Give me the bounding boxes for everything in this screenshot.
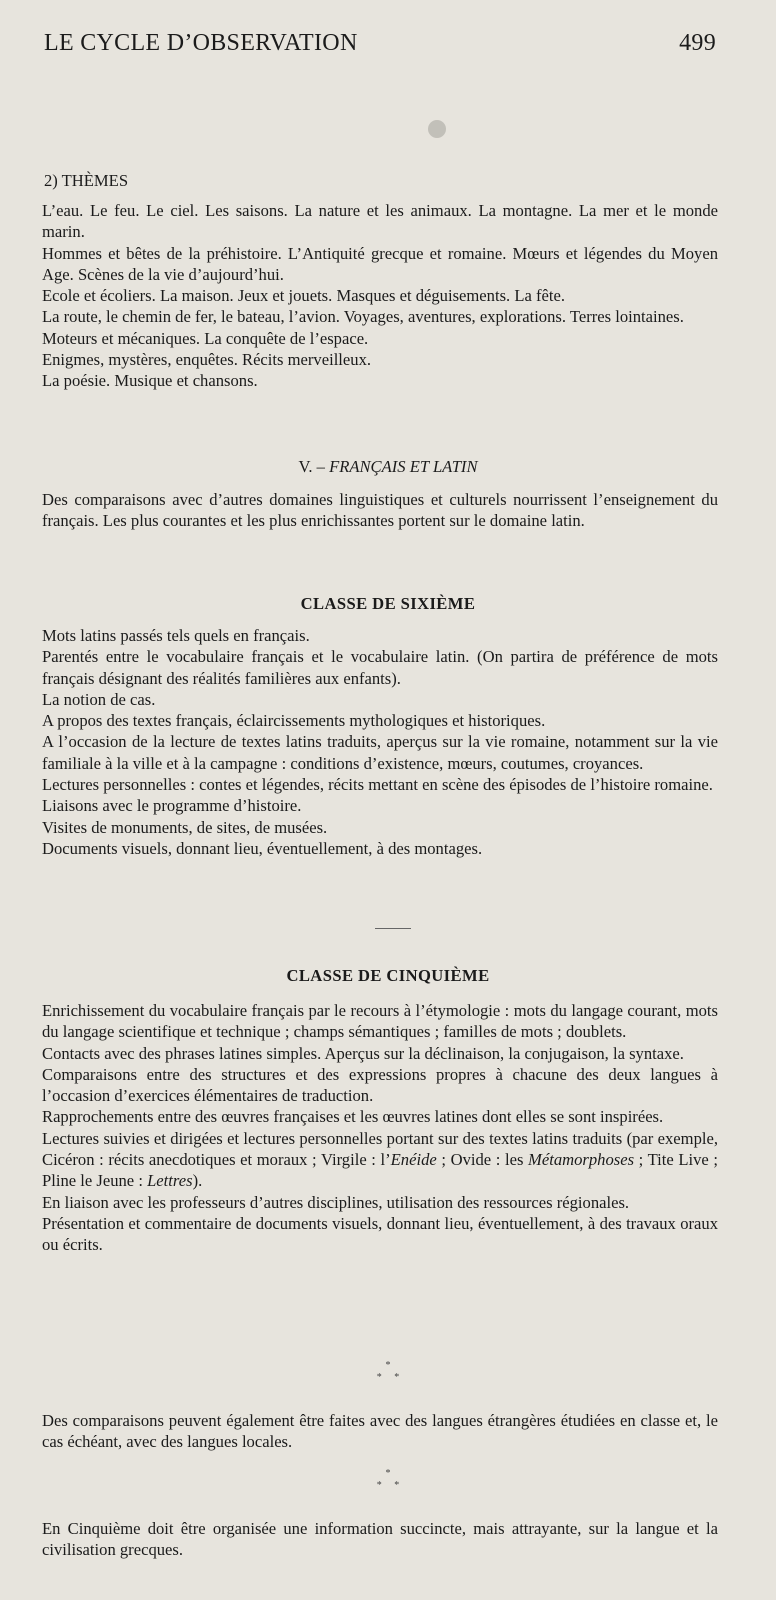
asterism-star: * [394,1372,400,1383]
lectures-text: ; Ovide : les [436,1150,529,1170]
theme-line: Hommes et bêtes de la préhistoire. L’Antiquité grecque et romaine. Mœurs et légendes du Moyen Age. Scènes de la vie d’aujourd’hui. [42,243,718,284]
section-intro [42,489,718,532]
themes-heading: 2) THÈMES [44,171,129,190]
lectures-text: ). [192,1171,203,1191]
section-name: FRANÇAIS ET LATIN [329,457,478,476]
asterism-row [0,1480,776,1492]
sixieme-line: Parentés entre le vocabulaire français et le vocabulaire latin. (On partira de préférence de mots français désignant des réalités familières aux enfants). [42,647,718,688]
page-number: 499 [679,30,716,56]
cinquieme-line-lectures [42,1128,718,1192]
work-title: Enéide [390,1150,437,1170]
sixieme-line: A l’occasion de la lecture de textes latins traduits, aperçus sur la vie romaine, notamment sur la vie familiale à la ville et à la campagne : conditions d’existence, mœurs, coutumes, croyances. [42,732,718,773]
asterism-star: * [394,1480,400,1491]
running-title: LE CYCLE D’OBSERVATION [44,30,358,56]
comparaisons-paragraph [42,1410,718,1453]
sixieme-line: Visites de monuments, de sites, de musées. [42,817,328,837]
asterism-separator [0,1360,776,1384]
theme-line: L’eau. Le feu. Le ciel. Les saisons. La nature et les animaux. La montagne. La mer et le monde marin. [42,201,718,242]
sixieme-list [42,625,718,859]
cinquieme-list [42,1000,718,1256]
intro-paragraph: Des comparaisons avec d’autres domaines linguistiques et culturels nourrissent l’enseignement du français. Les plus courantes et les plus enrichissantes portent sur le domaine latin. [42,490,718,531]
sixieme-line: Documents visuels, donnant lieu, éventuellement, à des montages. [42,838,483,858]
theme-line: La route, le chemin de fer, le bateau, l’avion. Voyages, aventures, explorations. Terres lointaines. [42,307,684,327]
grec-text: En Cinquième doit être organisée une information succincte, mais attrayante, sur la langue et la civilisation grecques. [42,1519,718,1560]
cinquieme-title: CLASSE DE CINQUIÈME [286,966,490,985]
theme-line: Enigmes, mystères, enquêtes. Récits merveilleux. [42,350,372,370]
sixieme-line: Mots latins passés tels quels en français. [42,626,310,645]
cinquieme-line: En liaison avec les professeurs d’autres disciplines, utilisation des ressources régionales. [42,1192,630,1212]
comparaisons-text: Des comparaisons peuvent également être faites avec des langues étrangères étudiées en classe et, le cas échéant, avec des langues locales. [42,1411,718,1452]
themes-list [42,200,718,392]
theme-line: La poésie. Musique et chansons. [42,371,258,391]
asterism-separator [0,1468,776,1492]
running-header [44,30,716,64]
theme-line: Moteurs et mécaniques. La conquête de l’espace. [42,328,369,348]
lectures-text: Lectures suivies et dirigées et lectures personnelles portant sur des textes latins traduits (par exemple, Cicéron : récits anecdotiques et moraux ; Virgile : l’ [42,1128,718,1170]
sixieme-line: A propos des textes français, éclaircissements mythologiques et historiques. [42,711,546,731]
work-title: Métamorphoses [528,1150,635,1170]
sixieme-title: CLASSE DE SIXIÈME [300,594,476,613]
sixieme-line: Liaisons avec le programme d’histoire. [42,796,302,816]
section-number: V. – [298,457,325,476]
cinquieme-line: Enrichissement du vocabulaire français par le recours à l’étymologie : mots du langage courant, mots du langage scientifique et technique ; champs sémantiques ; familles de mots ; doublets. [42,1001,718,1042]
asterism-star: * [385,1360,391,1371]
grec-paragraph [42,1518,718,1561]
cinquieme-line: Comparaisons entre des structures et des expressions propres à chacune des deux langues à l’occasion d’exercices élémentaires de traduction. [42,1064,718,1106]
cinquieme-line: Rapprochements entre des œuvres françaises et les œuvres latines dont elles se sont inspirées. [42,1107,664,1127]
section-title [0,457,776,477]
theme-line: Ecole et écoliers. La maison. Jeux et jouets. Masques et déguisements. La fête. [42,286,565,306]
work-title: Lettres [147,1171,193,1191]
separator-rule [375,928,411,929]
ink-spot [428,120,446,138]
asterism-row [0,1372,776,1384]
asterism-star: * [376,1372,382,1383]
lectures-text: ; Tite Live ; Pline le Jeune : [42,1150,718,1191]
cinquieme-line: Présentation et commentaire de documents visuels, donnant lieu, éventuellement, à des travaux oraux ou écrits. [42,1213,718,1255]
sixieme-line: Lectures personnelles : contes et légendes, récits mettant en scène des épisodes de l’histoire romaine. [42,775,713,795]
asterism-star: * [376,1480,382,1491]
cinquieme-line: Contacts avec des phrases latines simples. Aperçus sur la déclinaison, la conjugaison, la syntaxe. [42,1043,684,1063]
sixieme-line: La notion de cas. [42,689,156,709]
asterism-star: * [385,1468,391,1479]
